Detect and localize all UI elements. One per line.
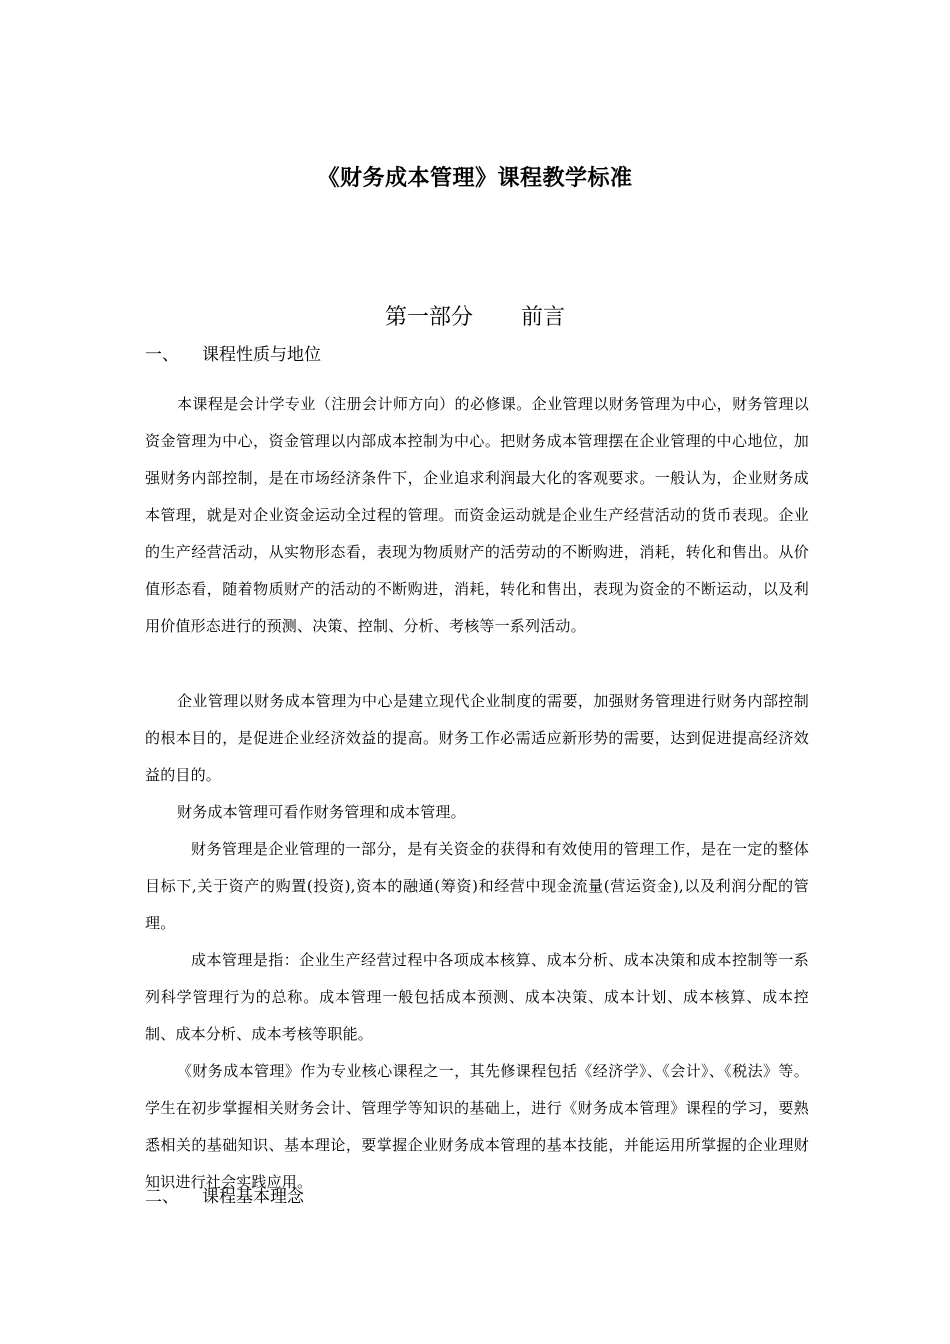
part-heading [0,302,950,334]
part-label: 第一部分 [384,305,473,330]
section-number: 二、 [145,1187,179,1207]
section-title: 课程性质与地位 [202,345,321,365]
section-title: 课程基本理念 [202,1187,304,1207]
body-paragraph-5: 成本管理是指：企业生产经营过程中各项成本核算、成本分析、成本决策和成本控制等一系列科学管理行为的总称。成本管理一般包括成本预测、成本决策、成本计划、成本核算、成本控制、成本分析、成本考核等职能。 [145,951,809,1043]
body-paragraph-6: 《财务成本管理》作为专业核心课程之一，其先修课程包括《经济学》、《会计》、《税法》等。学生在初步掌握相关财务会计、管理学等知识的基础上，进行《财务成本管理》课程的学习，要熟悉相关的基础知识、基本理论，要掌握企业财务成本管理的基本技能，并能运用所掌握的企业理财知识进行社会实践应用。 [145,1062,809,1191]
section-heading-2 [145,1185,304,1209]
section-heading-1 [145,343,321,367]
part-name: 前言 [521,305,566,330]
document-title: 《财务成本管理》课程教学标准 [317,166,633,191]
body-paragraph-1: 本课程是会计学专业（注册会计师方向）的必修课。企业管理以财务管理为中心，财务管理以资金管理为中心，资金管理以内部成本控制为中心。把财务成本管理摆在企业管理的中心地位，加强财务内部控制，是在市场经济条件下，企业追求利润最大化的客观要求。一般认为，企业财务成本管理，就是对企业资金运动全过程的管理。而资金运动就是企业生产经营活动的货币表现。企业的生产经营活动，从实物形态看，表现为物质财产的活劳动的不断购进，消耗，转化和售出。从价值形态看，随着物质财产的活动的不断购进，消耗，转化和售出，表现为资金的不断运动，以及利用价值形态进行的预测、决策、控制、分析、考核等一系列活动。 [145,395,809,635]
body-paragraph-3: 财务成本管理可看作财务管理和成本管理。 [177,803,466,821]
body-paragraph-2: 企业管理以财务成本管理为中心是建立现代企业制度的需要，加强财务管理进行财务内部控制的根本目的，是促进企业经济效益的提高。财务工作必需适应新形势的需要，达到促进提高经济效益的目的。 [145,692,809,784]
section-number: 一、 [145,345,179,365]
body-paragraph-4: 财务管理是企业管理的一部分，是有关资金的获得和有效使用的管理工作，是在一定的整体目标下,关于资产的购置(投资),资本的融通(筹资)和经营中现金流量(营运资金),以及利润分配的管理。 [145,840,809,932]
